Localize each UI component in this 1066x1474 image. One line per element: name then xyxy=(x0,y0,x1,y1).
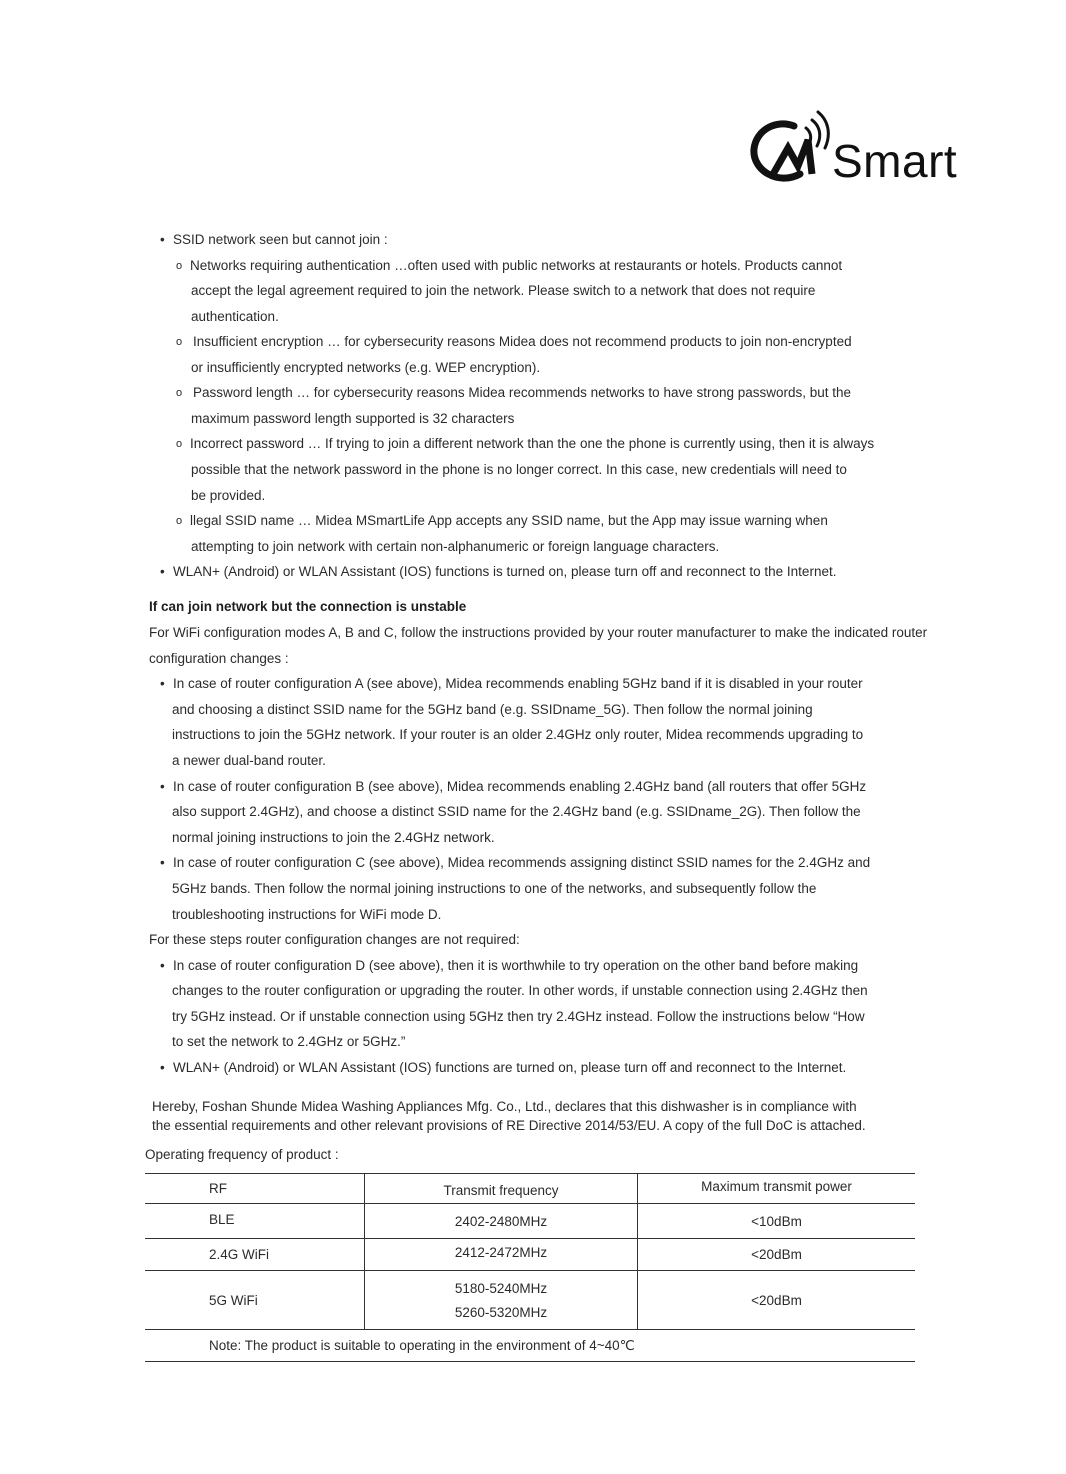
text-line: Password length … for cybersecurity reasons Midea recommends networks to have strong passwords, but the xyxy=(193,385,852,400)
text-line: a newer dual-band router. xyxy=(172,753,326,768)
sub-bullet: o xyxy=(176,515,183,527)
bullet-dot: • xyxy=(160,676,165,691)
text-line: Incorrect password … If trying to join a different network than the one the phone is currently using, then it is always xyxy=(190,436,875,451)
text-line: Insufficient encryption … for cybersecurity reasons Midea does not recommend products to join non-encrypted xyxy=(193,334,852,349)
frequency-range: 5180-5240MHz xyxy=(454,1280,548,1296)
cell-frequency xyxy=(365,1271,638,1330)
freq-label: Operating frequency of product : xyxy=(145,1147,339,1162)
table-note-row xyxy=(145,1330,915,1362)
header-transmit-frequency: Transmit frequency xyxy=(365,1174,638,1204)
text-line: WLAN+ (Android) or WLAN Assistant (IOS) functions is turned on, please turn off and reconnect to the Internet. xyxy=(173,564,837,579)
text-line: SSID network seen but cannot join : xyxy=(173,232,388,247)
text-line: be provided. xyxy=(191,488,266,503)
frequency-table xyxy=(145,1173,915,1362)
text-line: instructions to join the 5GHz network. If your router is an older 2.4GHz only router, Midea recommends upgrading to xyxy=(172,727,864,742)
text-line: 5GHz bands. Then follow the normal joining instructions to one of the networks, and subsequently follow the xyxy=(172,881,817,896)
text-line: changes to the router configuration or upgrading the router. In other words, if unstable connection using 2.4GHz then xyxy=(172,983,868,998)
cell-frequency: 2402-2480MHz xyxy=(365,1204,638,1239)
section-heading: If can join network but the connection is unstable xyxy=(149,599,467,614)
text-line: In case of router configuration B (see above), Midea recommends enabling 2.4GHz band (all routers that offer 5GHz xyxy=(173,779,867,794)
table-row xyxy=(145,1204,915,1239)
cell-rf: BLE xyxy=(145,1204,365,1239)
table-note: Note: The product is suitable to operating in the environment of 4~40℃ xyxy=(145,1330,915,1362)
sub-bullet: o xyxy=(176,336,183,348)
bullet-dot: • xyxy=(160,232,165,247)
cell-rf: 5G WiFi xyxy=(145,1271,365,1330)
text-line: In case of router configuration A (see above), Midea recommends enabling 5GHz band if it is disabled in your router xyxy=(173,676,863,691)
cell-power: <20dBm xyxy=(638,1271,916,1330)
text-line: to set the network to 2.4GHz or 5GHz.” xyxy=(172,1034,406,1049)
sub-bullet: o xyxy=(176,260,183,272)
msmart-logo xyxy=(748,104,973,194)
text-line: configuration changes : xyxy=(149,651,289,666)
bullet-dot: • xyxy=(160,958,165,973)
text-line: attempting to join network with certain non-alphanumeric or foreign language characters. xyxy=(191,539,720,554)
cell-power: <20dBm xyxy=(638,1239,916,1271)
text-line: try 5GHz instead. Or if unstable connection using 5GHz then try 2.4GHz instead. Follow the instructions below “How xyxy=(172,1009,865,1024)
text-line: possible that the network password in the phone is no longer correct. In this case, new credentials will need to xyxy=(191,462,847,477)
sub-bullet: o xyxy=(176,438,183,450)
text-line: In case of router configuration D (see above), then it is worthwhile to try operation on the other band before making xyxy=(173,958,859,973)
compliance-line: the essential requirements and other relevant provisions of RE Directive 2014/53/EU. A copy of the full DoC is attached. xyxy=(152,1118,866,1133)
text-line: In case of router configuration C (see above), Midea recommends assigning distinct SSID names for the 2.4GHz and xyxy=(173,855,871,870)
bullet-dot: • xyxy=(160,1060,165,1075)
text-line: For these steps router configuration changes are not required: xyxy=(149,932,520,947)
bullet-dot: • xyxy=(160,855,165,870)
table-row xyxy=(145,1271,915,1330)
text-line: llegal SSID name … Midea MSmartLife App accepts any SSID name, but the App may issue warning when xyxy=(190,513,828,528)
table-row xyxy=(145,1239,915,1271)
text-line: authentication. xyxy=(191,309,279,324)
text-line: and choosing a distinct SSID name for the 5GHz band (e.g. SSIDname_5G). Then follow the normal joining xyxy=(172,702,813,717)
text-line: Networks requiring authentication …often used with public networks at restaurants or hotels. Products cannot xyxy=(190,258,843,273)
text-line: also support 2.4GHz), and choose a distinct SSID name for the 2.4GHz band (e.g. SSIDname_2G). Then follow the xyxy=(172,804,861,819)
text-line: or insufficiently encrypted networks (e.g. WEP encryption). xyxy=(191,360,541,375)
header-max-power: Maximum transmit power xyxy=(638,1174,916,1204)
frequency-range: 5260-5320MHz xyxy=(454,1304,548,1320)
cell-frequency: 2412-2472MHz xyxy=(365,1239,638,1271)
text-line: troubleshooting instructions for WiFi mode D. xyxy=(172,907,442,922)
header-rf: RF xyxy=(145,1174,365,1204)
text-line: normal joining instructions to join the 2.4GHz network. xyxy=(172,830,495,845)
text-line: WLAN+ (Android) or WLAN Assistant (IOS) functions are turned on, please turn off and reconnect to the Internet. xyxy=(173,1060,847,1075)
compliance-line: Hereby, Foshan Shunde Midea Washing Appliances Mfg. Co., Ltd., declares that this dishwasher is in compliance with xyxy=(152,1099,857,1114)
cell-power: <10dBm xyxy=(638,1204,916,1239)
text-line: For WiFi configuration modes A, B and C, follow the instructions provided by your router manufacturer to make the indicated router xyxy=(149,625,928,640)
bullet-dot: • xyxy=(160,779,165,794)
logo-text: Smart xyxy=(832,135,958,187)
bullet-dot: • xyxy=(160,564,165,579)
text-line: maximum password length supported is 32 characters xyxy=(191,411,515,426)
sub-bullet: o xyxy=(176,387,183,399)
text-line: accept the legal agreement required to join the network. Please switch to a network that does not require xyxy=(191,283,816,298)
cell-rf: 2.4G WiFi xyxy=(145,1239,365,1271)
table-header-row xyxy=(145,1174,915,1204)
